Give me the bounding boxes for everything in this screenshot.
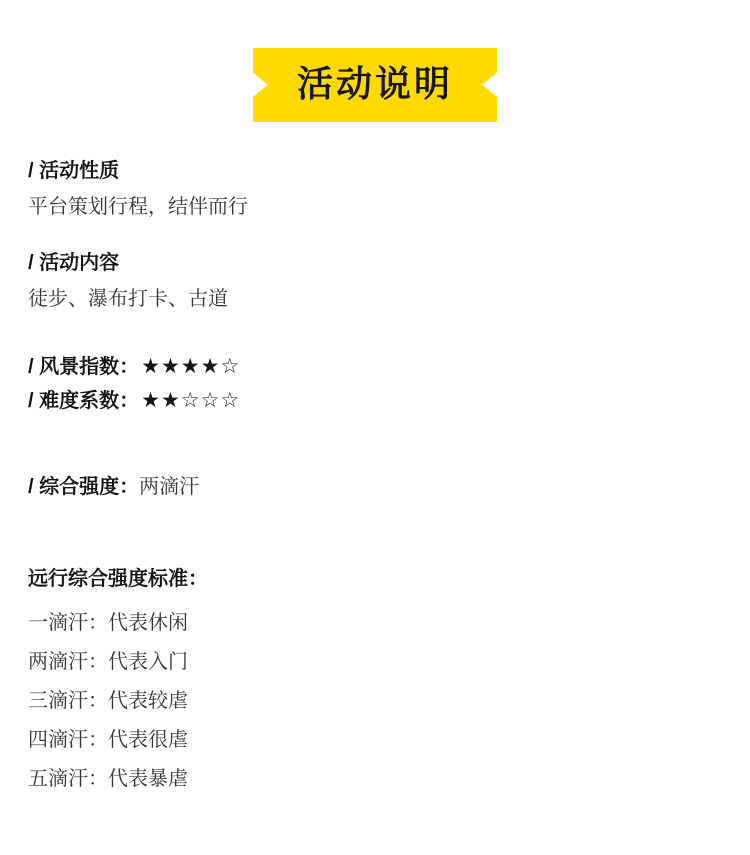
section-activity-nature: [28, 156, 722, 222]
intensity-level-desc: 代表很虐: [108, 728, 188, 751]
activity-description-content: [0, 122, 750, 799]
list-item: [28, 682, 722, 721]
section-body: 平台策划行程，结伴而行: [28, 195, 248, 218]
intensity-level-desc: 代表较虐: [108, 689, 188, 712]
difficulty-rating-label: / 难度系数：: [28, 389, 140, 412]
intensity-level-label: 三滴汗：: [28, 689, 108, 712]
section-body: 徒步、瀑布打卡、古道: [28, 287, 228, 310]
intensity-standard-list: [28, 604, 722, 799]
difficulty-rating-row: [28, 384, 722, 418]
overall-intensity-label: / 综合强度：: [28, 475, 140, 498]
spacer: [28, 444, 722, 472]
title-banner: [253, 48, 497, 122]
section-overall-intensity: [28, 472, 722, 502]
page-title: 活动说明: [296, 63, 453, 104]
spacer: [28, 340, 722, 350]
intensity-level-label: 五滴汗：: [28, 767, 108, 790]
intensity-level-desc: 代表休闲: [108, 611, 188, 634]
scenery-rating-label: / 风景指数：: [28, 355, 140, 378]
list-item: [28, 721, 722, 760]
intensity-level-label: 一滴汗：: [28, 611, 108, 634]
overall-intensity-value: 两滴汗: [139, 475, 200, 498]
intensity-level-desc: 代表入门: [108, 650, 188, 673]
section-heading: / 活动内容: [28, 251, 120, 274]
intensity-level-label: 两滴汗：: [28, 650, 108, 673]
overall-intensity-row: [28, 472, 722, 502]
title-banner-container: [0, 0, 750, 122]
list-item: [28, 643, 722, 682]
intensity-level-desc: 代表暴虐: [108, 767, 188, 790]
rating-group: [28, 350, 722, 418]
section-activity-content: [28, 248, 722, 314]
list-item: [28, 604, 722, 643]
scenery-rating-stars: ★★★★☆: [141, 354, 241, 378]
difficulty-rating-stars: ★★☆☆☆: [141, 388, 241, 412]
spacer: [28, 528, 722, 564]
scenery-rating-row: [28, 350, 722, 384]
intensity-standard-title: 远行综合强度标准：: [28, 567, 208, 590]
section-heading: / 活动性质: [28, 159, 120, 182]
section-intensity-standard: [28, 564, 722, 799]
intensity-level-label: 四滴汗：: [28, 728, 108, 751]
list-item: [28, 760, 722, 799]
